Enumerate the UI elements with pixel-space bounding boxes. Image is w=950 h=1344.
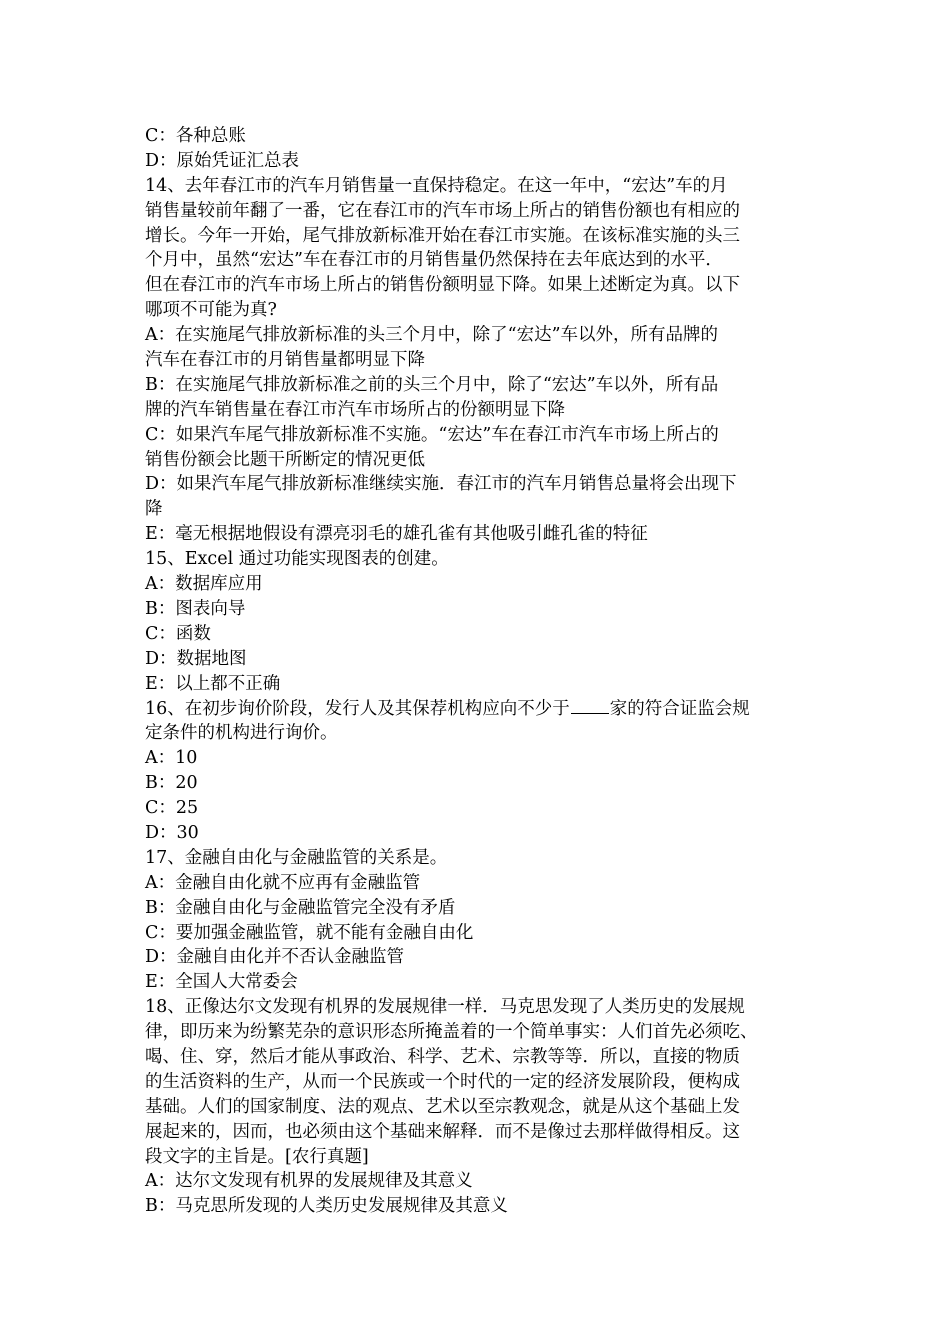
option-b: B：20	[145, 773, 198, 794]
option-c: 销售份额会比题干所断定的情况更低	[145, 449, 425, 470]
question-18-line: 展起来的，因而，也必须由这个基础来解释．而不是像过去那样做得相反。这	[145, 1121, 740, 1142]
question-14-line: 增长。今年一开始，尾气排放新标准开始在春江市实施。在该标准实施的头三	[145, 225, 740, 246]
option-a: A：10	[145, 748, 198, 769]
option-d: D：数据地图	[145, 648, 247, 669]
option-e: E：以上都不正确	[145, 673, 281, 694]
option-e: E：全国人大常委会	[145, 972, 298, 993]
question-17: 17、金融自由化与金融监管的关系是。	[145, 847, 448, 868]
question-16-line: 定条件的机构进行询价。	[145, 723, 338, 744]
option-d: 降	[145, 499, 163, 520]
option-c: C：要加强金融监管，就不能有金融自由化	[145, 922, 474, 943]
question-14-line: 销售量较前年翻了一番，它在春江市的汽车市场上所占的销售份额也有相应的	[145, 200, 740, 221]
option-d: D：30	[145, 822, 199, 843]
option-b: B：金融自由化与金融监管完全没有矛盾	[145, 897, 456, 918]
question-18-line: 段文字的主旨是。[农行真题]	[145, 1146, 369, 1167]
option-a: A：在实施尾气排放新标准的头三个月中，除了“宏达”车以外，所有品牌的	[145, 325, 719, 346]
option-a: 汽车在春江市的月销售量都明显下降	[145, 350, 425, 371]
option-a: A：达尔文发现有机界的发展规律及其意义	[145, 1171, 473, 1192]
option-d: D：原始凭证汇总表	[145, 150, 300, 171]
option-c: C：各种总账	[145, 126, 246, 146]
option-a: A：金融自由化就不应再有金融监管	[145, 872, 421, 893]
question-16-line	[145, 696, 807, 721]
option-b: B：图表向导	[145, 598, 246, 619]
question-18-line: 律，即历来为纷繁芜杂的意识形态所掩盖着的一个简单事实：人们首先必须吃、	[145, 1022, 758, 1043]
option-c: C：25	[145, 798, 199, 819]
option-a: A：数据库应用	[145, 574, 263, 595]
option-c: C：如果汽车尾气排放新标准不实施。“宏达”车在春江市汽车市场上所占的	[145, 424, 719, 445]
document-body	[145, 124, 807, 1219]
option-e: E：毫无根据地假设有漂亮羽毛的雄孔雀有其他吸引雌孔雀的特征	[145, 524, 648, 545]
question-18-line: 的生活资料的生产，从而一个民族或一个时代的一定的经济发展阶段，便构成	[145, 1071, 740, 1092]
option-b: B：马克思所发现的人类历史发展规律及其意义	[145, 1196, 508, 1217]
option-d: D：如果汽车尾气排放新标准继续实施．春江市的汽车月销售总量将会出现下	[145, 474, 737, 495]
question-16-text: 16、在初步询价阶段，发行人及其保荐机构应向不少于	[145, 699, 570, 720]
question-18-line: 喝、住、穿，然后才能从事政治、科学、艺术、宗教等等．所以，直接的物质	[145, 1046, 740, 1067]
question-14-line: 14、去年春江市的汽车月销售量一直保持稳定。在这一年中，“宏达”车的月	[145, 175, 728, 196]
question-14-line: 个月中，虽然“宏达”车在春江市的月销售量仍然保持在去年底达到的水平．	[145, 250, 723, 271]
question-15: 15、Excel 通过功能实现图表的创建。	[145, 549, 449, 570]
option-d: D：金融自由化并不否认金融监管	[145, 947, 405, 968]
fill-in-blank	[571, 696, 609, 714]
question-18-line: 基础。人们的国家制度、法的观点、艺术以至宗教观念，就是从这个基础上发	[145, 1096, 740, 1117]
option-b: B：在实施尾气排放新标准之前的头三个月中，除了“宏达”车以外，所有品	[145, 374, 719, 395]
question-16-text: 家的符合证监会规	[609, 699, 750, 720]
option-b: 牌的汽车销售量在春江市汽车市场所占的份额明显下降	[145, 399, 565, 420]
question-14-line: 哪项不可能为真?	[145, 300, 277, 321]
question-18-line: 18、正像达尔文发现有机界的发展规律一样．马克思发现了人类历史的发展规	[145, 997, 745, 1018]
option-c: C：函数	[145, 623, 211, 644]
question-14-line: 但在春江市的汽车市场上所占的销售份额明显下降。如果上述断定为真。以下	[145, 275, 740, 296]
